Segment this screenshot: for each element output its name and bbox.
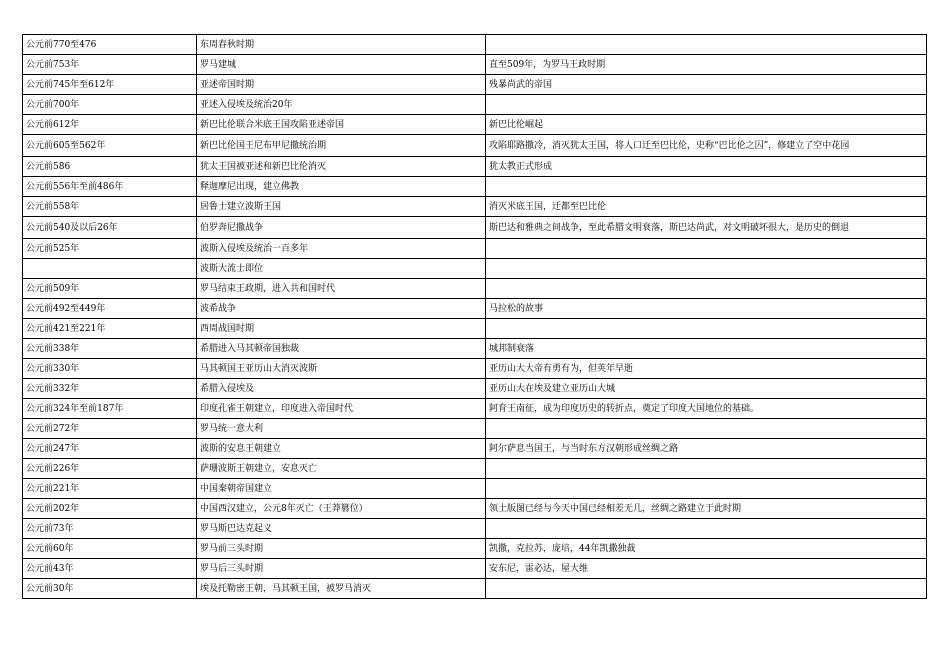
note-cell: 城邦制衰落 <box>486 339 927 359</box>
note-cell <box>486 95 927 115</box>
note-cell <box>486 239 927 259</box>
note-cell <box>486 479 927 499</box>
event-cell: 印度孔雀王朝建立，印度进入帝国时代 <box>197 399 486 419</box>
table-row <box>23 479 927 499</box>
timeline-sheet <box>22 34 927 599</box>
note-cell <box>486 35 927 55</box>
table-row <box>23 559 927 579</box>
date-cell: 公元前338年 <box>23 339 197 359</box>
date-cell: 公元前60年 <box>23 539 197 559</box>
timeline-table <box>22 34 927 599</box>
event-cell: 西周战国时期 <box>197 319 486 339</box>
event-cell: 罗马结束王政期，进入共和国时代 <box>197 279 486 299</box>
table-row <box>23 157 927 177</box>
table-row <box>23 217 927 239</box>
event-cell: 罗马前三头时期 <box>197 539 486 559</box>
date-cell: 公元前30年 <box>23 579 197 599</box>
note-cell: 马拉松的故事 <box>486 299 927 319</box>
date-cell: 公元前745年至612年 <box>23 75 197 95</box>
note-cell: 新巴比伦崛起 <box>486 115 927 135</box>
note-cell <box>486 319 927 339</box>
date-cell: 公元前612年 <box>23 115 197 135</box>
event-cell: 希腊入侵埃及 <box>197 379 486 399</box>
table-row <box>23 177 927 197</box>
note-cell: 凯撒，克拉苏，庞培，44年凯撒独裁 <box>486 539 927 559</box>
table-row <box>23 239 927 259</box>
note-cell: 斯巴达和雅典之间战争，至此希腊文明衰落，斯巴达尚武，对文明破坏很大，是历史的倒退 <box>486 217 927 239</box>
event-cell: 希腊进入马其顿帝国独裁 <box>197 339 486 359</box>
table-row <box>23 499 927 519</box>
note-cell <box>486 579 927 599</box>
table-row <box>23 115 927 135</box>
note-cell: 领土版图已经与今天中国已经相差无几，丝绸之路建立于此时期 <box>486 499 927 519</box>
event-cell: 马其顿国王亚历山大消灭波斯 <box>197 359 486 379</box>
note-cell <box>486 419 927 439</box>
event-cell: 亚述帝国时期 <box>197 75 486 95</box>
table-row <box>23 197 927 217</box>
table-row <box>23 579 927 599</box>
table-row <box>23 539 927 559</box>
date-cell: 公元前605至562年 <box>23 135 197 157</box>
note-cell: 阿育王南征，成为印度历史的转折点，奠定了印度大国地位的基础。 <box>486 399 927 419</box>
event-cell: 波斯大流士即位 <box>197 259 486 279</box>
event-cell: 罗马斯巴达克起义 <box>197 519 486 539</box>
table-row <box>23 399 927 419</box>
event-cell: 释迦摩尼出现，建立佛教 <box>197 177 486 197</box>
date-cell: 公元前753年 <box>23 55 197 75</box>
event-cell: 居鲁士建立波斯王国 <box>197 197 486 217</box>
event-cell: 萨珊波斯王朝建立，安息灭亡 <box>197 459 486 479</box>
event-cell: 中国西汉建立，公元8年灭亡（王莽篡位） <box>197 499 486 519</box>
date-cell: 公元前43年 <box>23 559 197 579</box>
note-cell: 犹太教正式形成 <box>486 157 927 177</box>
table-row <box>23 95 927 115</box>
date-cell: 公元前324年至前187年 <box>23 399 197 419</box>
date-cell: 公元前73年 <box>23 519 197 539</box>
event-cell: 新巴比伦联合米底王国攻陷亚述帝国 <box>197 115 486 135</box>
event-cell: 罗马建城 <box>197 55 486 75</box>
date-cell: 公元前332年 <box>23 379 197 399</box>
date-cell: 公元前221年 <box>23 479 197 499</box>
note-cell: 消灭米底王国，迁都至巴比伦 <box>486 197 927 217</box>
date-cell: 公元前700年 <box>23 95 197 115</box>
date-cell: 公元前509年 <box>23 279 197 299</box>
event-cell: 埃及托勒密王朝，马其顿王国，被罗马消灭 <box>197 579 486 599</box>
timeline-body <box>23 35 927 599</box>
event-cell: 犹太王国被亚述和新巴比伦消灭 <box>197 157 486 177</box>
event-cell: 新巴比伦国王尼布甲尼撒统治期 <box>197 135 486 157</box>
table-row <box>23 519 927 539</box>
table-row <box>23 359 927 379</box>
note-cell <box>486 279 927 299</box>
note-cell: 亚历山大在埃及建立亚历山大城 <box>486 379 927 399</box>
date-cell: 公元前226年 <box>23 459 197 479</box>
table-row <box>23 319 927 339</box>
date-cell: 公元前558年 <box>23 197 197 217</box>
event-cell: 波希战争 <box>197 299 486 319</box>
table-row <box>23 299 927 319</box>
note-cell: 安东尼，雷必达，屋大维 <box>486 559 927 579</box>
table-row <box>23 135 927 157</box>
note-cell: 残暴尚武的帝国 <box>486 75 927 95</box>
table-row <box>23 439 927 459</box>
table-row <box>23 35 927 55</box>
table-row <box>23 419 927 439</box>
date-cell: 公元前586 <box>23 157 197 177</box>
table-row <box>23 379 927 399</box>
note-cell <box>486 177 927 197</box>
note-cell: 亚历山大大帝有勇有为，但英年早逝 <box>486 359 927 379</box>
date-cell: 公元前330年 <box>23 359 197 379</box>
date-cell <box>23 259 197 279</box>
table-row <box>23 55 927 75</box>
table-row <box>23 279 927 299</box>
event-cell: 罗马后三头时期 <box>197 559 486 579</box>
date-cell: 公元前770至476 <box>23 35 197 55</box>
note-cell <box>486 459 927 479</box>
table-row <box>23 259 927 279</box>
date-cell: 公元前202年 <box>23 499 197 519</box>
date-cell: 公元前556年至前486年 <box>23 177 197 197</box>
event-cell: 波斯的安息王朝建立 <box>197 439 486 459</box>
date-cell: 公元前492至449年 <box>23 299 197 319</box>
date-cell: 公元前247年 <box>23 439 197 459</box>
date-cell: 公元前540及以后26年 <box>23 217 197 239</box>
note-cell <box>486 519 927 539</box>
date-cell: 公元前421至221年 <box>23 319 197 339</box>
note-cell: 直至509年，为罗马王政时期 <box>486 55 927 75</box>
note-cell: 攻陷耶路撒冷，消灭犹太王国，将人口迁至巴比伦，史称“巴比伦之囚”，修建立了空中花园 <box>486 135 927 157</box>
event-cell: 东周春秋时期 <box>197 35 486 55</box>
event-cell: 伯罗奔尼撒战争 <box>197 217 486 239</box>
table-row <box>23 459 927 479</box>
event-cell: 中国秦朝帝国建立 <box>197 479 486 499</box>
event-cell: 亚述入侵埃及统治20年 <box>197 95 486 115</box>
date-cell: 公元前272年 <box>23 419 197 439</box>
event-cell: 波斯入侵埃及统治一百多年 <box>197 239 486 259</box>
event-cell: 罗马统一意大利 <box>197 419 486 439</box>
note-cell <box>486 259 927 279</box>
table-row <box>23 339 927 359</box>
table-row <box>23 75 927 95</box>
note-cell: 阿尔萨息当国王，与当时东方汉朝形成丝绸之路 <box>486 439 927 459</box>
date-cell: 公元前525年 <box>23 239 197 259</box>
